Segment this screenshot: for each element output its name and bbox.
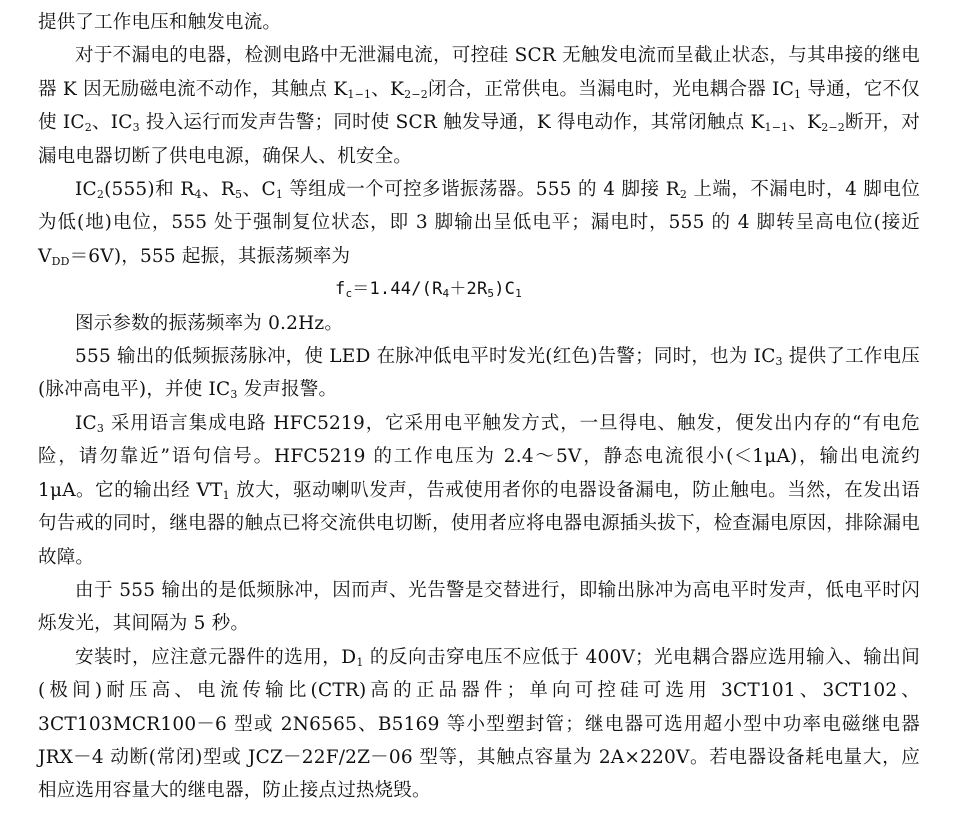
paragraph-leakage-detection: 对于不漏电的电器，检测电路中无泄漏电流，可控硅 SCR 无触发电流而呈截止状态，与其串接的继电器 K 因无励磁电流不动作，其触点 $K_{1-1}$、$K_{2-2}$闭合，正常供电。当漏电时，光电耦合器 $IC_1$ 导通，它不仅使 $IC_2$、$IC_3$ 投入运行而发声告警；同时使 SCR 触发导通，K 得电动作，其常闭触点 $K_{1-1}$、$K_{2-2}$断开，对漏电电器切断了供电电源，确保人、机安全。 [38,45,920,167]
paragraph-installation: 安装时，应注意元器件的选用，$D_1$ 的反向击穿电压不应低于 400V；光电耦合器应选用输入、输出间(极间)耐压高、电流传输比(CTR)高的正品器件；单向可控硅可选用 3CT101、3CT102、3CT103MCR100－6 型或 2N6565、B5169 等小型塑封管；继电器可选用超小型中功率电磁继电器 JRX－4 动断(常闭)型或 JCZ－22F/2Z－06 型等，其触点容量为 2A×220V。若电器设备耗电量大，应相应选用容量大的继电器，防止接点过热烧毁。 [38,646,920,802]
paragraph-led-alarm: 555 输出的低频振荡脉冲，使 LED 在脉冲低电平时发光(红色)告警；同时，也为 $IC_3$ 提供了工作电压(脉冲高电平)，并使 $IC_3$ 发声报警。 [38,346,921,402]
paragraph-oscillator: $IC_2(555)$和 $R_4$、$R_5$、$C_1$ 等组成一个可控多谐振荡器。555 的 4 脚接 $R_2$ 上端，不漏电时，4 脚电位为低(地)电位，555 处于强制复位状态，即 3 脚输出呈低电平；漏电时，555 的 4 脚转呈高电位(接近 $V_{DD}=6V$)，555 起振，其振荡频率为 [38,179,920,268]
paragraph-alternating-alarm: 由于 555 输出的是低频脉冲，因而声、光告警是交替进行，即输出脉冲为高电平时发声，低电平时闪烁发光，其间隔为 5 秒。 [38,579,920,635]
paragraph-continuation: 提供了工作电压和触发电流。 [38,12,282,33]
formula-frequency: $f_c=1.44/(R_4+2R_5)C_1$ [335,279,522,301]
paragraph-voice-ic: $IC_3$ 采用语言集成电路 HFC5219，它采用电平触发方式，一旦得电、触发，便发出内存的“有电危险，请勿靠近”语句信号。HFC5219 的工作电压为 2.4～5V，静态电流很小(＜1μA)，输出电流约 1μA。它的输出经 $VT_1$ 放大，驱动喇叭发声，告戒使用者你的电器设备漏电，防止触电。当然，在发出语句告戒的同时，继电器的触点已将交流供电切断，使用者应将电器电源插头拔下，检查漏电原因，排除漏电故障。 [38,412,920,568]
paragraph-frequency-value: 图示参数的振荡频率为 0.2Hz。 [75,312,344,334]
